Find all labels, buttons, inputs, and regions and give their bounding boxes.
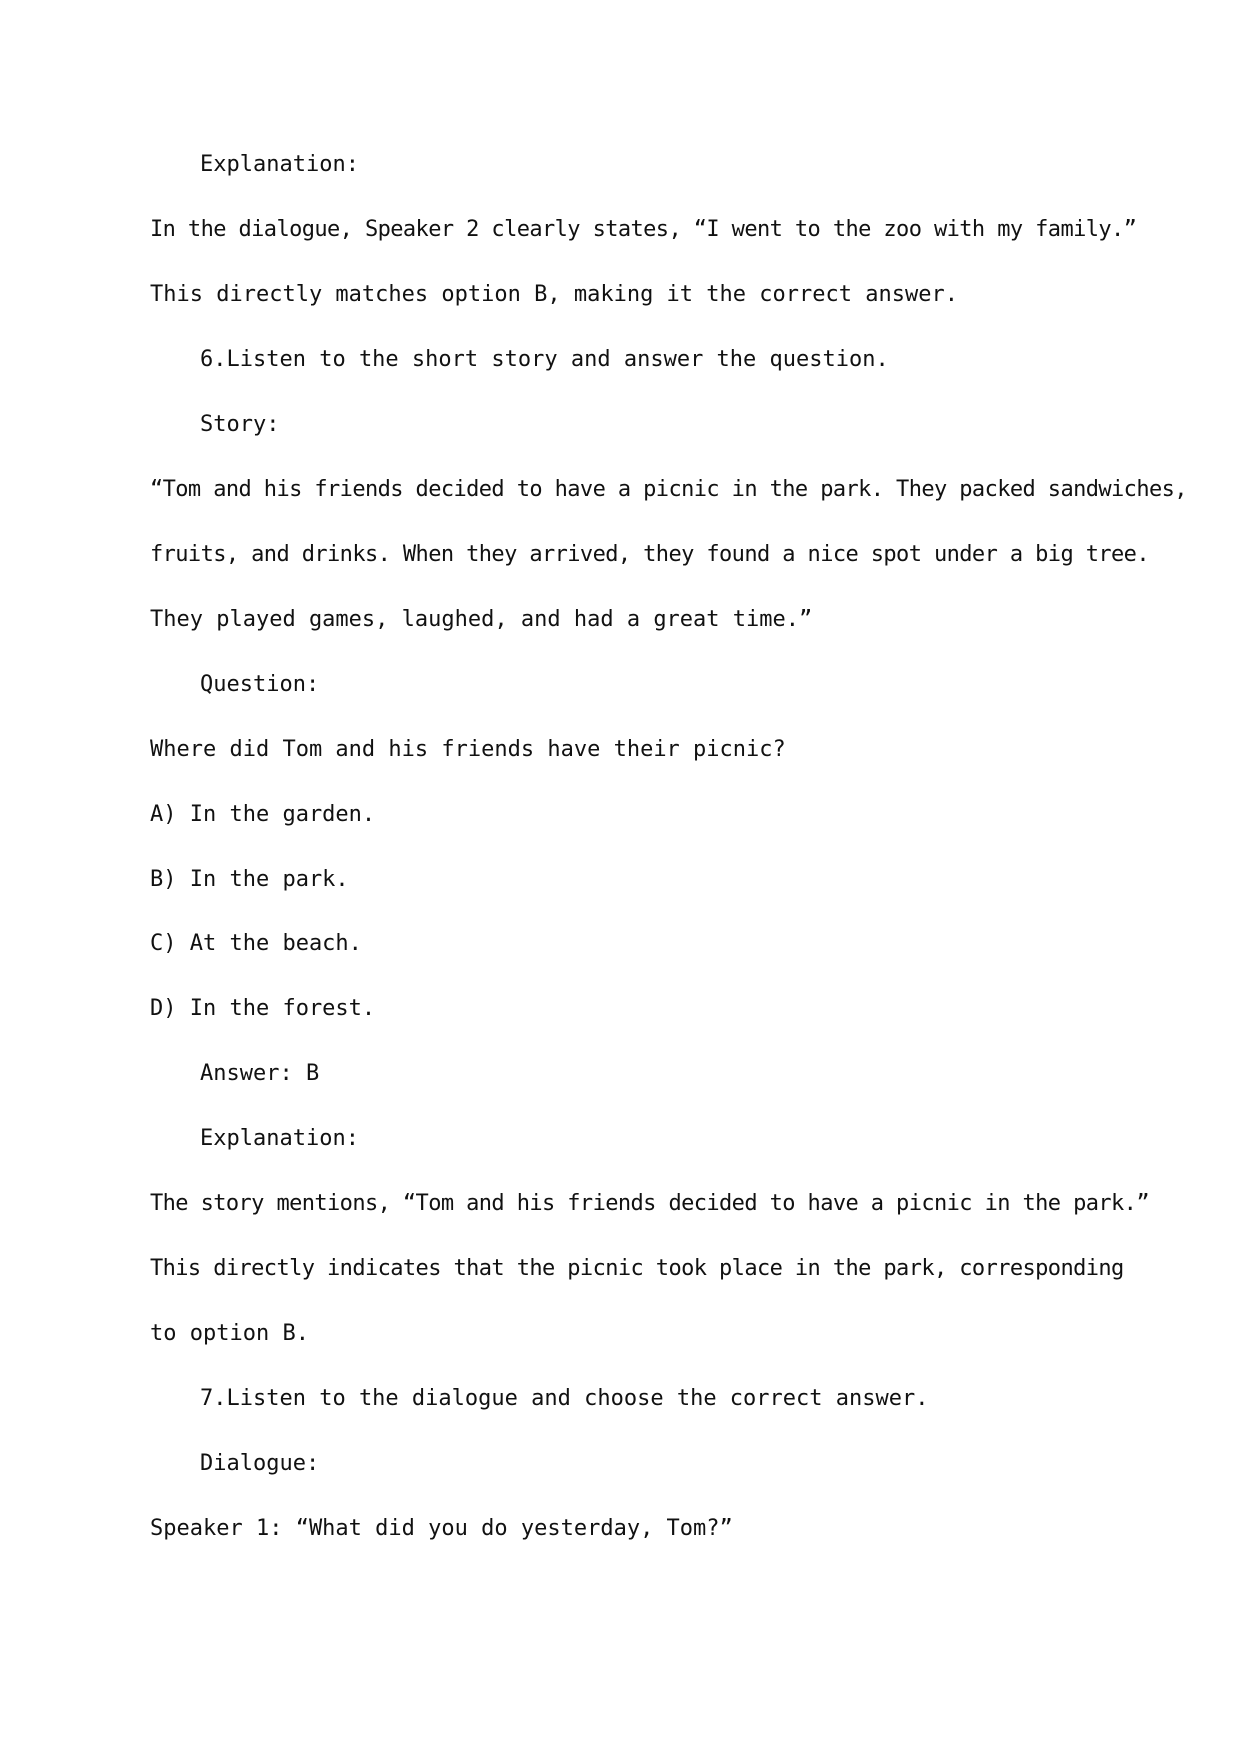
story-line: “Tom and his friends decided to have a picnic in the park. They packed sandwiches, xyxy=(150,477,1187,502)
option-c: C) At the beach. xyxy=(150,931,362,956)
story-heading: Story: xyxy=(200,412,280,437)
paragraph-line: In the dialogue, Speaker 2 clearly states, “I went to the zoo with my family.” xyxy=(150,217,1137,242)
option-d: D) In the forest. xyxy=(150,996,376,1021)
question-heading: Question: xyxy=(200,672,320,697)
paragraph-line: This directly indicates that the picnic took place in the park, corresponding xyxy=(150,1256,1124,1281)
story-line: They played games, laughed, and had a great time.” xyxy=(150,607,813,632)
dialogue-heading: Dialogue: xyxy=(200,1451,320,1476)
answer-line: Answer: B xyxy=(200,1061,320,1086)
paragraph-line: The story mentions, “Tom and his friends decided to have a picnic in the park.” xyxy=(150,1191,1149,1216)
option-a: A) In the garden. xyxy=(150,802,376,827)
paragraph-line: This directly matches option B, making it the correct answer. xyxy=(150,282,958,307)
paragraph-line: to option B. xyxy=(150,1321,309,1346)
option-b: B) In the park. xyxy=(150,867,349,892)
question-7-heading: 7.Listen to the dialogue and choose the correct answer. xyxy=(200,1386,929,1411)
story-line: fruits, and drinks. When they arrived, they found a nice spot under a big tree. xyxy=(150,542,1149,567)
explanation-heading: Explanation: xyxy=(200,1126,359,1151)
dialogue-line: Speaker 1: “What did you do yesterday, Tom?” xyxy=(150,1516,733,1541)
question-text: Where did Tom and his friends have their picnic? xyxy=(150,737,786,762)
explanation-heading: Explanation: xyxy=(200,152,359,177)
question-6-heading: 6.Listen to the short story and answer the question. xyxy=(200,347,889,372)
